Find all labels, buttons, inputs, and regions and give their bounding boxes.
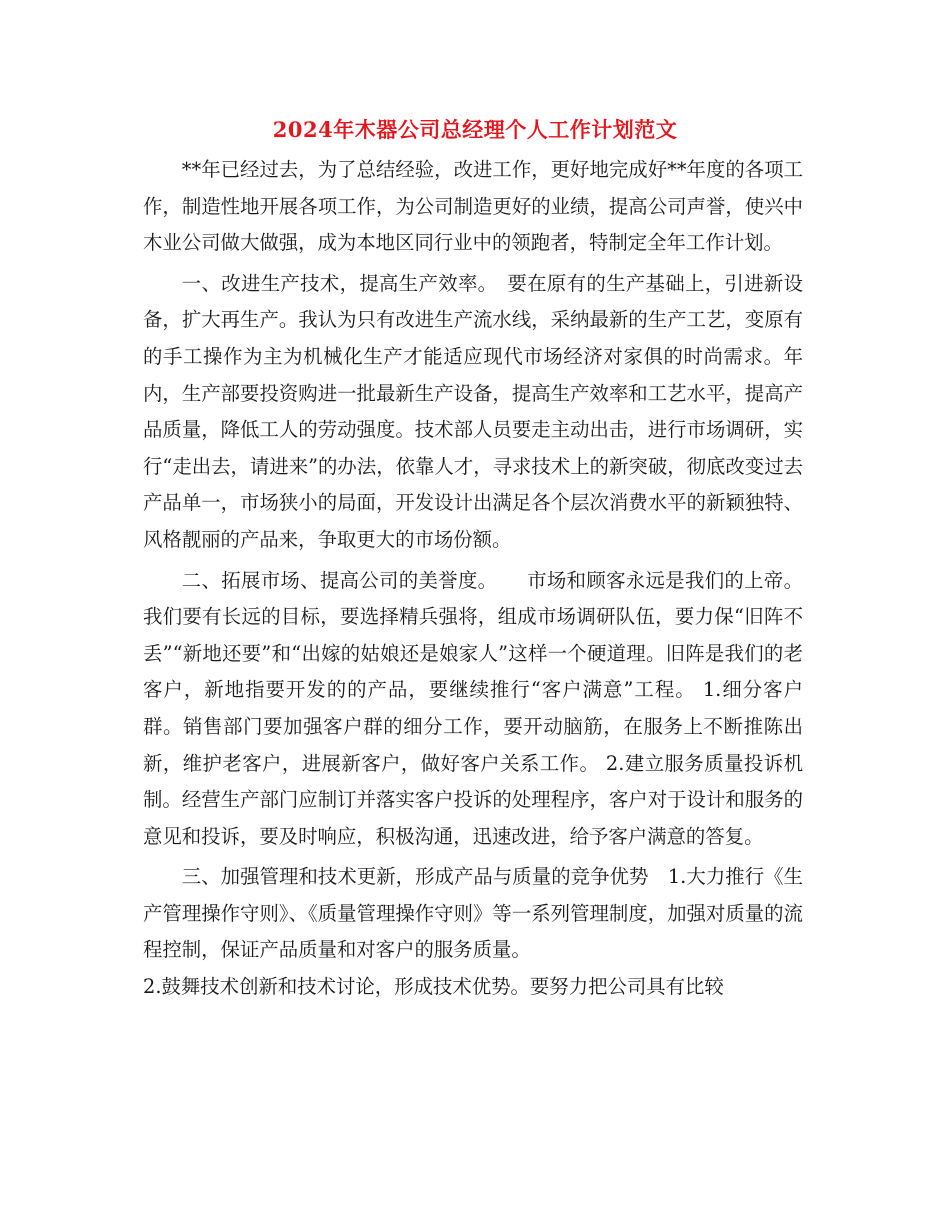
paragraph-intro: **年已经过去，为了总结经验，改进工作，更好地完成好**年度的各项工作，制造性地开展各项工作，为公司制造更好的业绩，提高公司声誉，使兴中木业公司做大做强，成为本地区同行业中的领跑者，特制定全年工作计划。 <box>143 158 803 255</box>
paragraph-section-3: 三、加强管理和技术更新，形成产品与质量的竞争优势 1.大力推行《生产管理操作守则》、《质量管理操作守则》等一系列管理制度，加强对质量的流程控制，保证产品质量和对客户的服务质量。 <box>143 865 803 962</box>
paragraph-section-3-item-2: 2.鼓舞技术创新和技术讨论，形成技术优势。要努力把公司具有比较 <box>143 975 724 999</box>
document-body <box>143 152 803 1010</box>
document-title: 2024年木器公司总经理个人工作计划范文 <box>272 117 678 142</box>
paragraph-section-1: 一、改进生产技术，提高生产效率。 要在原有的生产基础上，引进新设备，扩大再生产。我认为只有改进生产流水线，采纳最新的生产工艺，变原有的手工操作为主为机械化生产才能适应现代市场经济对家俱的时尚需求。年内，生产部要投资购进一批最新生产设备，提高生产效率和工艺水平，提高产品质量，降低工人的劳动强度。技术部人员要走主动出击，进行市场调研，实行“走出去，请进来”的办法，依靠人才，寻求技术上的新突破，彻底改变过去产品单一，市场狭小的局面，开发设计出满足各个层次消费水平的新颖独特、风格靓丽的产品来，争取更大的市场份额。 <box>143 271 803 551</box>
paragraph-section-2: 二、拓展市场、提高公司的美誉度。 市场和顾客永远是我们的上帝。我们要有长远的目标，要选择精兵强将，组成市场调研队伍，要力保“旧阵不丢”“新地还要”和“出嫁的姑娘还是娘家人”这样一个硬道理。旧阵是我们的老客户，新地指要开发的的产品，要继续推行“客户满意”工程。 1.细分客户群。销售部门要加强客户群的细分工作，要开动脑筋，在服务上不断推陈出新，维护老客户，进展新客户，做好客户关系工作。 2.建立服务质量投诉机制。经营生产部门应制订并落实客户投诉的处理程序，客户对于设计和服务的意见和投诉，要及时响应，积极沟通，迅速改进，给予客户满意的答复。 <box>143 568 803 848</box>
